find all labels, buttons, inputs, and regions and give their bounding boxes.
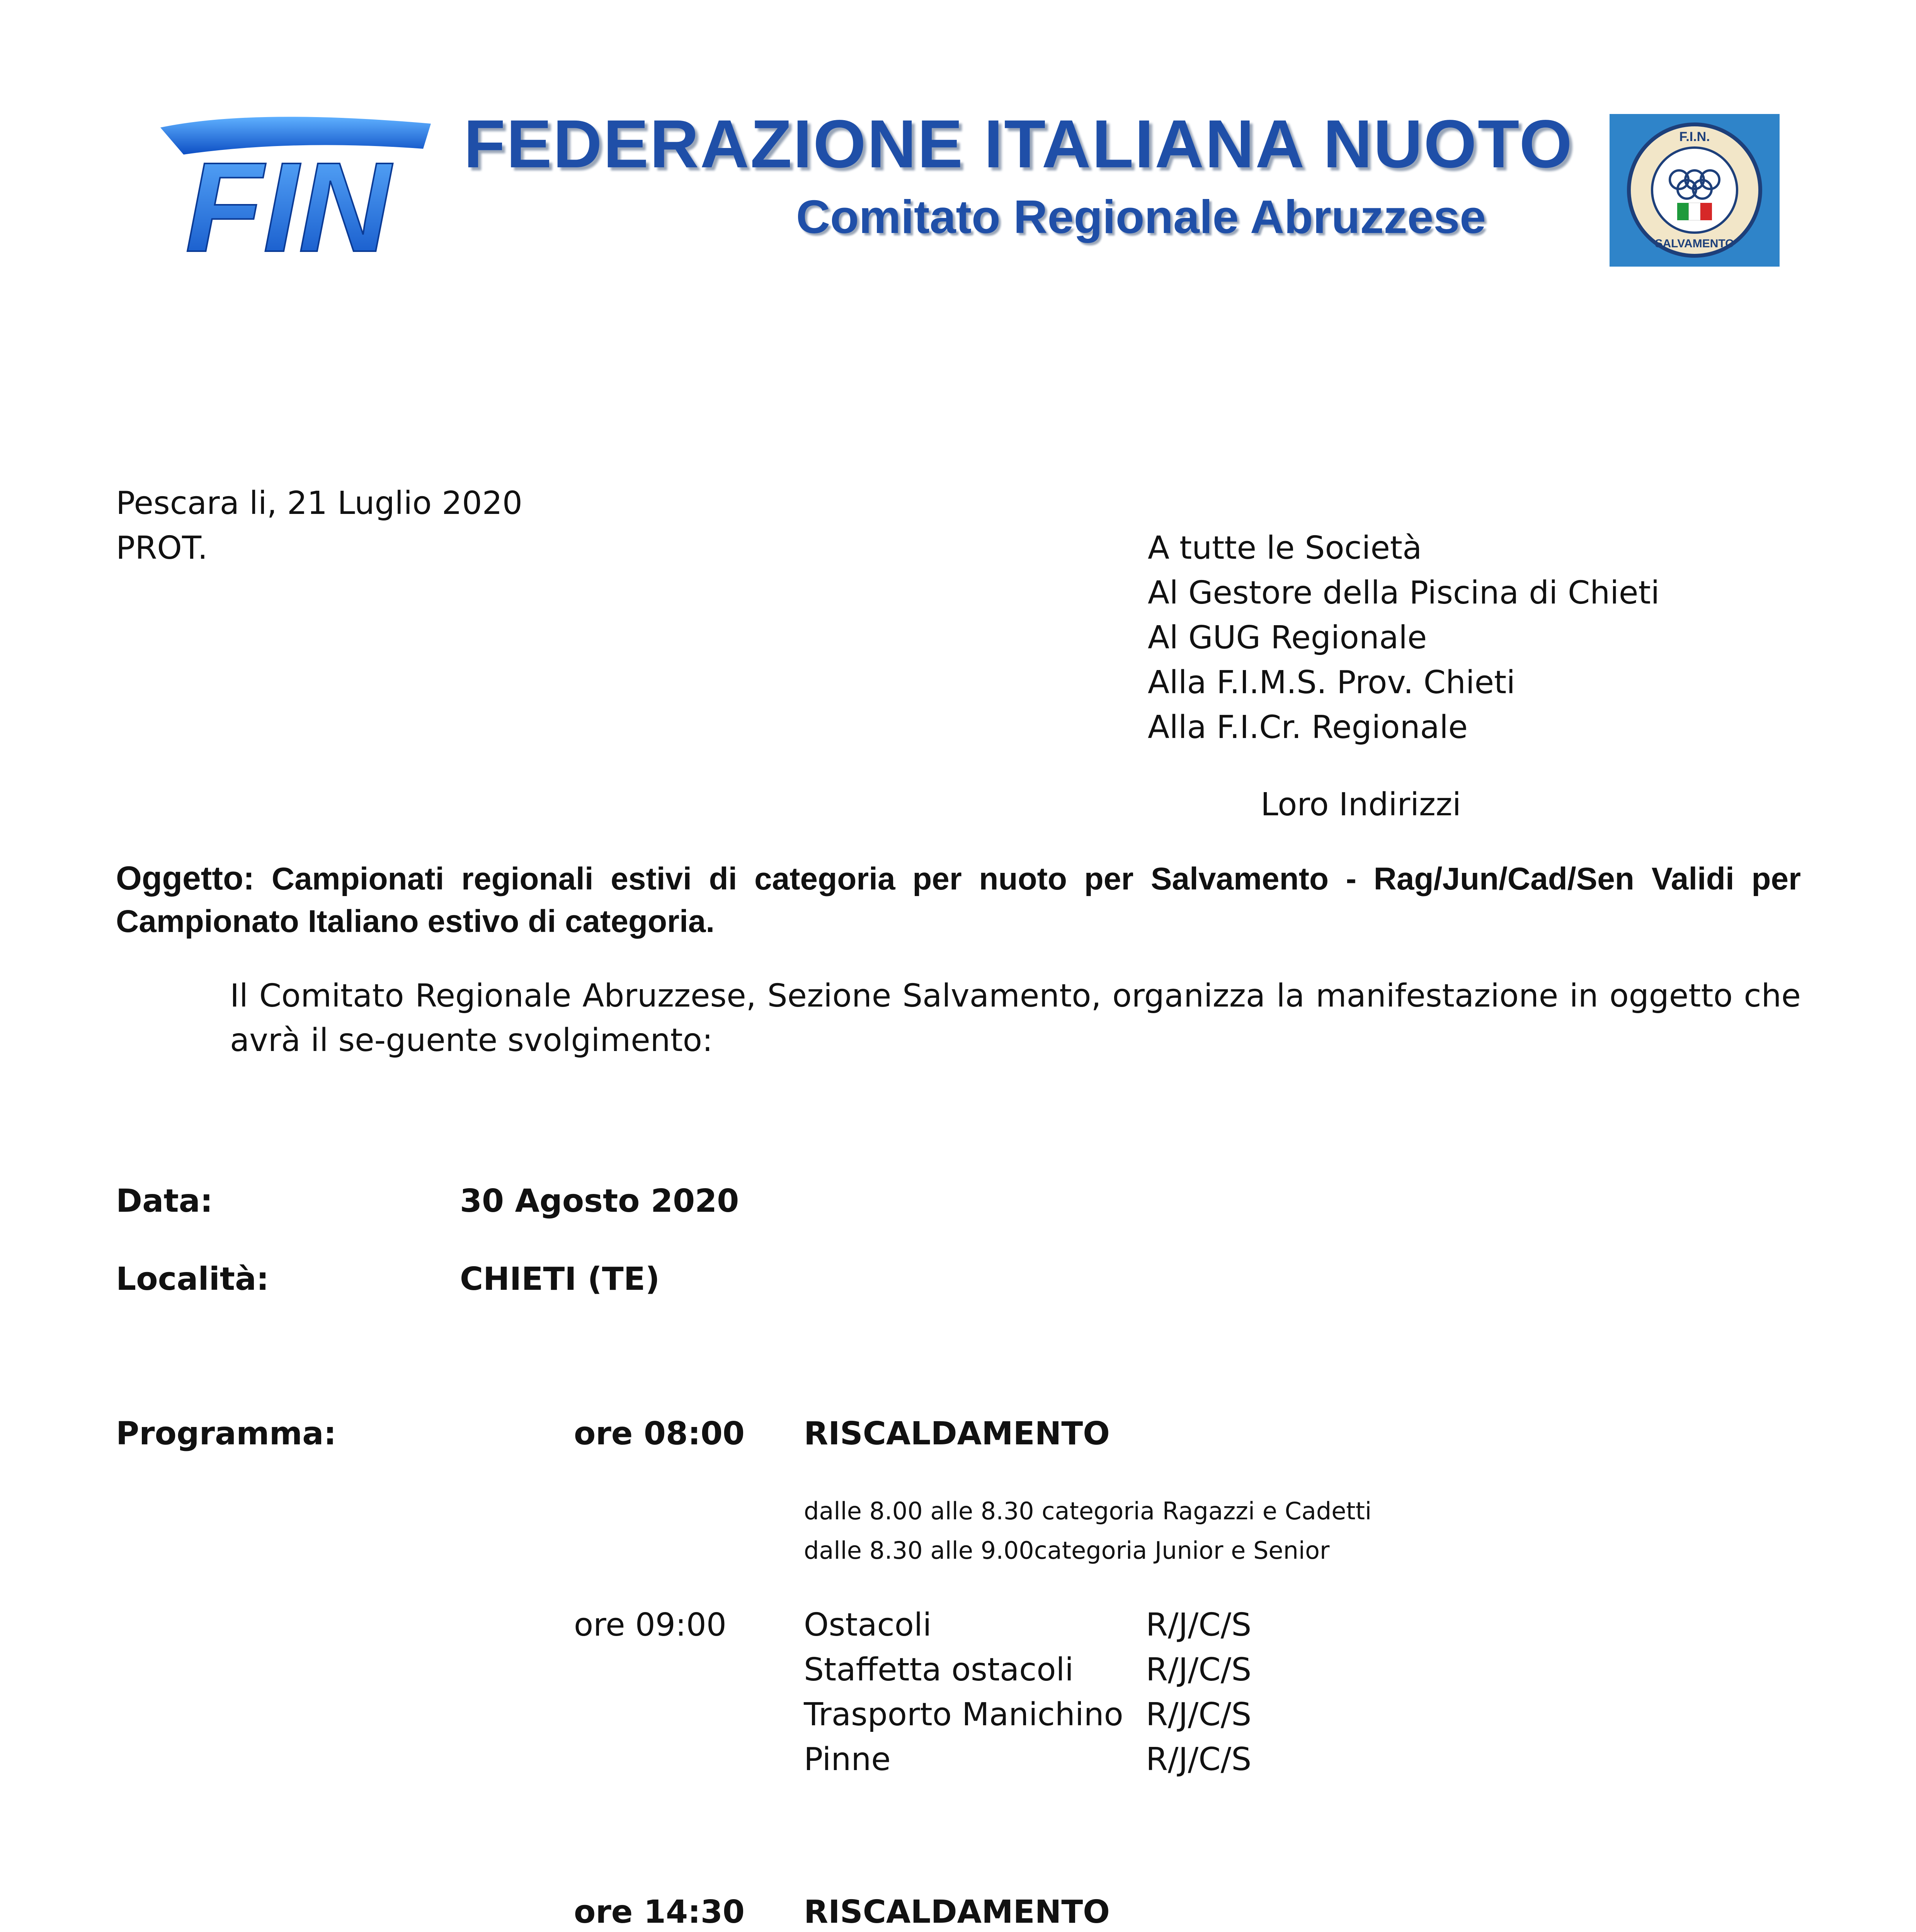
event-name: Ostacoli [804, 1607, 932, 1643]
morning-warmup-time: ore 08:00 [574, 1415, 745, 1452]
warmup-detail: dalle 8.30 alle 9.00categoria Junior e Senior [804, 1536, 1330, 1565]
afternoon-warmup-title: RISCALDAMENTO [804, 1894, 1110, 1930]
intro-paragraph: Il Comitato Regionale Abruzzese, Sezione Salvamento, organizza la manifestazione in oggetto che avrà il se-guente svolgimento: [230, 978, 1801, 1059]
recipient: Al Gestore della Piscina di Chieti [1148, 575, 1660, 611]
committee-subtitle: Comitato Regionale Abruzzese [796, 190, 1486, 243]
recipient: Alla F.I.M.S. Prov. Chieti [1148, 664, 1516, 701]
location-value: CHIETI (TE) [460, 1261, 660, 1298]
event-name: Staffetta ostacoli [804, 1651, 1074, 1688]
afternoon-warmup-time: ore 14:30 [574, 1894, 745, 1930]
recipient: A tutte le Società [1148, 530, 1422, 566]
recipient: Alla F.I.Cr. Regionale [1148, 709, 1468, 746]
date-value: 30 Agosto 2020 [460, 1183, 739, 1219]
date-label: Data: [116, 1183, 213, 1219]
warmup-detail: dalle 8.00 alle 8.30 categoria Ragazzi e Cadetti [804, 1497, 1372, 1525]
subject [116, 857, 1801, 943]
location-label: Località: [116, 1261, 269, 1298]
subject-label: Oggetto: [116, 860, 255, 897]
morning-warmup-title: RISCALDAMENTO [804, 1415, 1110, 1452]
place-date: Pescara li, 21 Luglio 2020 [116, 485, 522, 522]
event-name: Trasporto Manichino [804, 1696, 1123, 1733]
fin-logo-text: FIN [185, 136, 391, 267]
event-category: R/J/C/S [1146, 1741, 1252, 1778]
subject-text: Campionati regionali estivi di categoria per nuoto per Salvamento - Rag/Jun/Cad/Sen Validi per Campionato Italiano estivo di categoria. [116, 861, 1801, 939]
event-category: R/J/C/S [1146, 1696, 1252, 1733]
protocol: PROT. [116, 530, 208, 566]
event-category: R/J/C/S [1146, 1607, 1252, 1643]
fin-logo [137, 112, 439, 267]
recipient: Al GUG Regionale [1148, 619, 1427, 656]
loro-indirizzi: Loro Indirizzi [1261, 786, 1461, 823]
morning-races-time: ore 09:00 [574, 1607, 727, 1643]
event-name: Pinne [804, 1741, 891, 1778]
seal-bottom-text: SALVAMENTO [1655, 237, 1734, 250]
salvamento-seal [1610, 114, 1780, 267]
event-category: R/J/C/S [1146, 1651, 1252, 1688]
program-label: Programma: [116, 1415, 337, 1452]
seal-top-text: F.I.N. [1679, 129, 1710, 144]
federation-title: FEDERAZIONE ITALIANA NUOTO [464, 106, 1574, 182]
